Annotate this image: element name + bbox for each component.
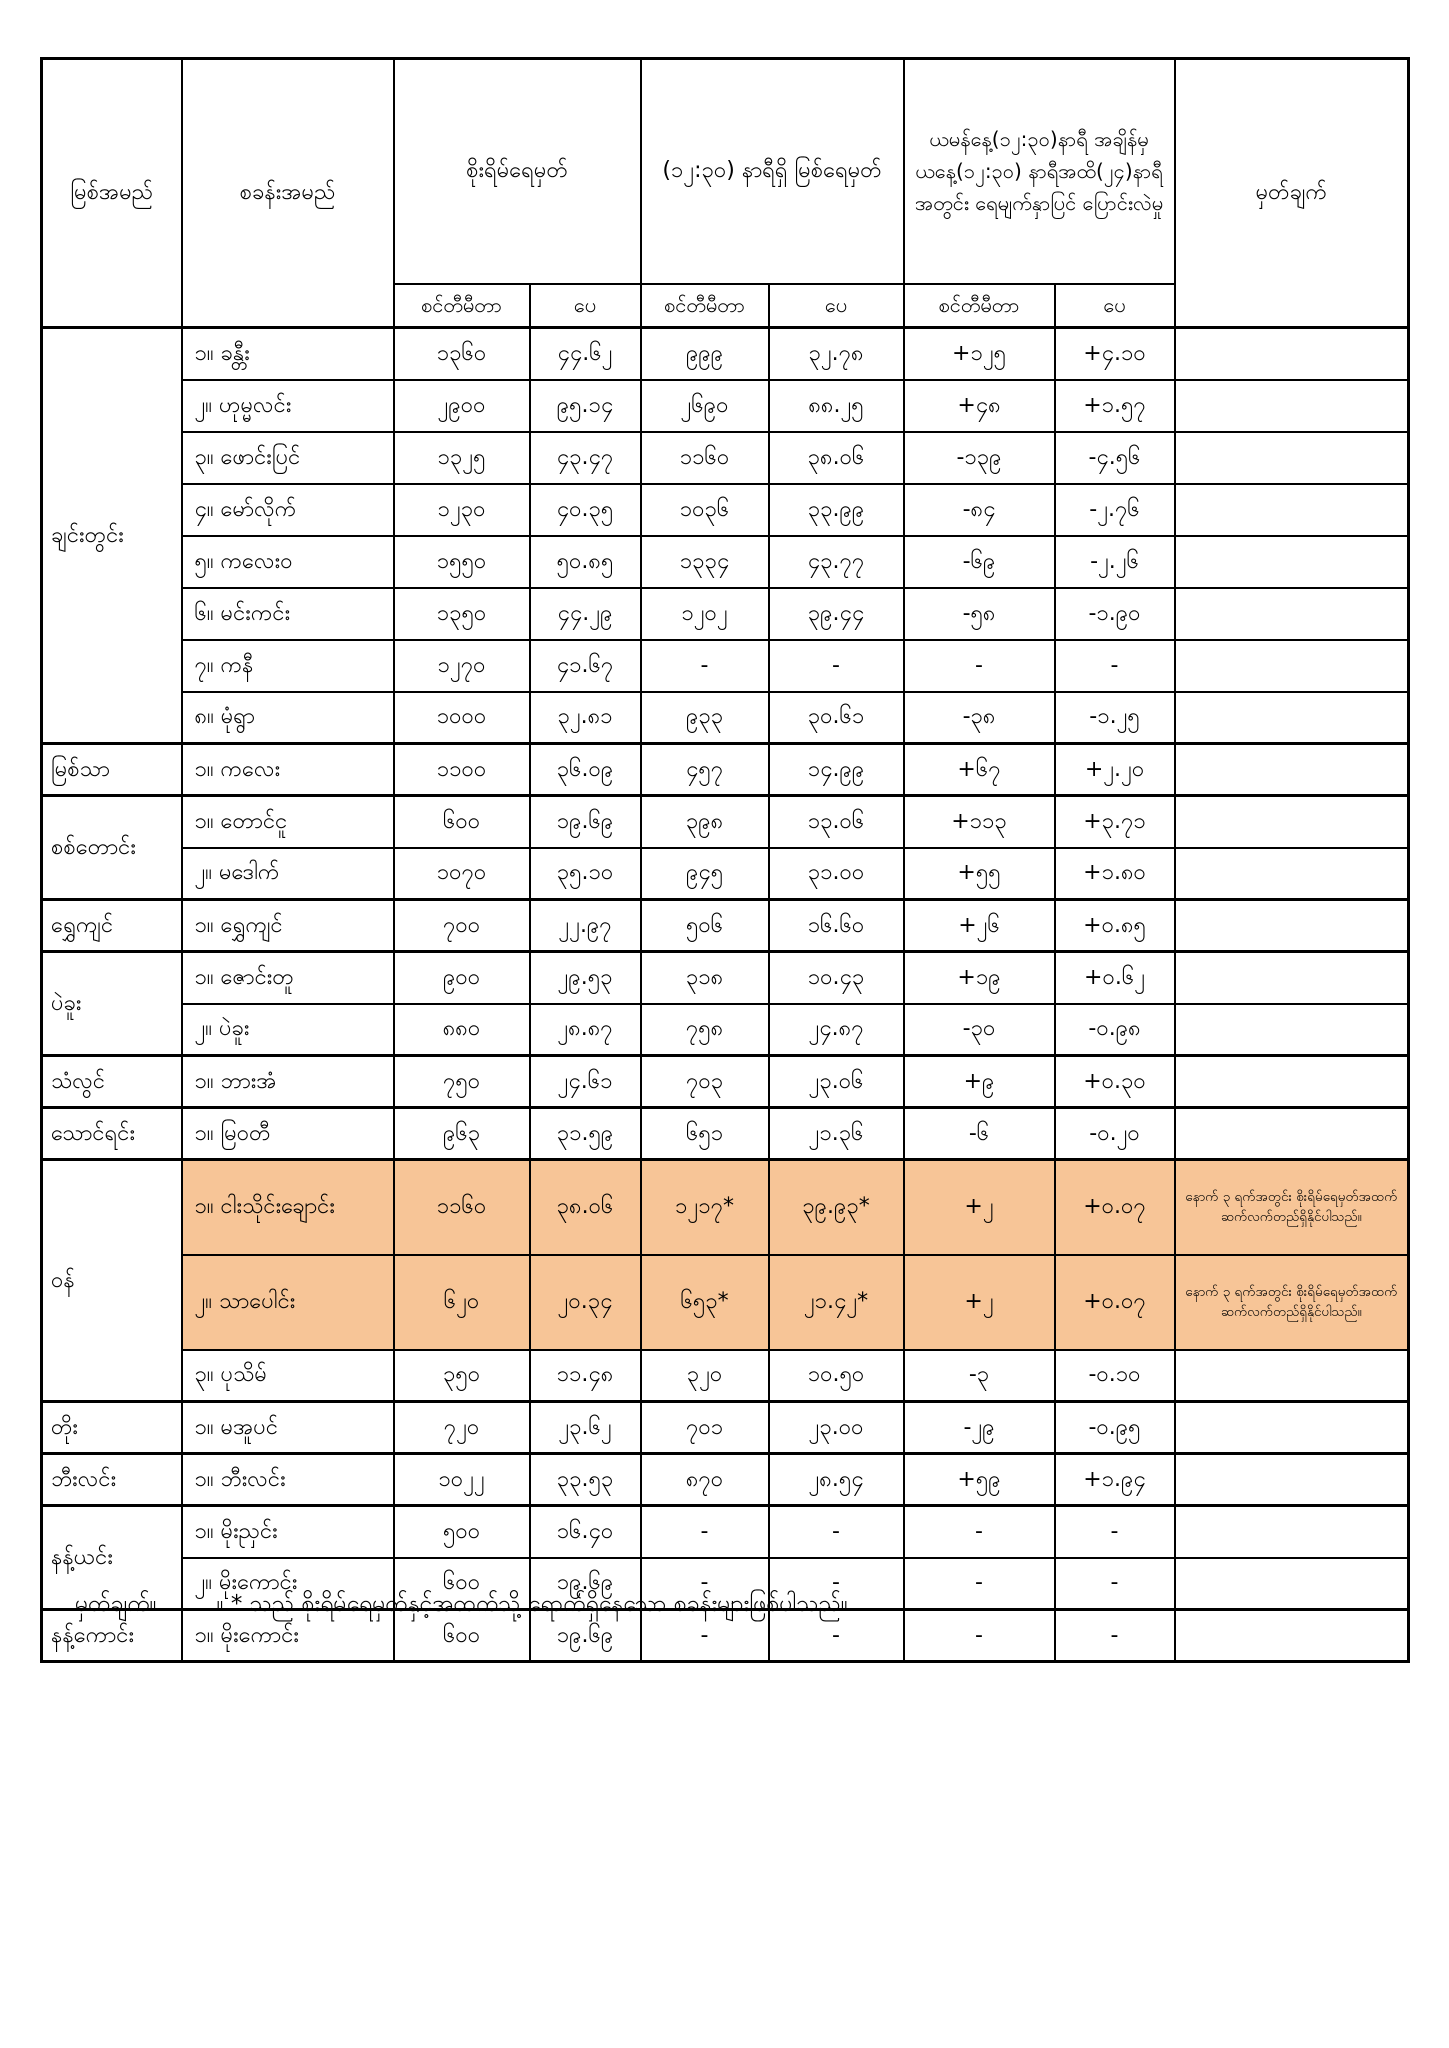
station-name-cell: ၂။ ပဲခူး — [182, 1004, 394, 1056]
danger-cm-cell: ၉၀၀ — [394, 952, 530, 1004]
danger-ft-cell: ၂၈.၈၇ — [530, 1004, 641, 1056]
danger-cm-cell: ၅၀၀ — [394, 1506, 530, 1558]
change-ft-cell: +၀.၈၅ — [1055, 900, 1175, 952]
remark-cell — [1175, 1454, 1409, 1506]
header-danger-ft: ပေ — [530, 284, 641, 328]
danger-cm-cell: ၁၃၅၀ — [394, 588, 530, 640]
current-ft-cell: ၂၁.၃၆ — [769, 1108, 904, 1160]
danger-ft-cell: ၂၄.၆၁ — [530, 1056, 641, 1108]
current-ft-cell: ၈၈.၂၅ — [769, 380, 904, 432]
station-name-cell: ၁။ မိုးညှင်း — [182, 1506, 394, 1558]
danger-cm-cell: ၉၆၃ — [394, 1108, 530, 1160]
change-ft-cell: -၀.၁၀ — [1055, 1350, 1175, 1402]
remark-cell — [1175, 848, 1409, 900]
river-level-table-wrap — [40, 57, 1410, 1663]
current-ft-cell: - — [769, 640, 904, 692]
current-ft-cell: ၃၂.၇၈ — [769, 328, 904, 380]
danger-ft-cell: ၂၂.၉၇ — [530, 900, 641, 952]
current-ft-cell: ၃၁.၀၀ — [769, 848, 904, 900]
change-cm-cell: - — [904, 1610, 1055, 1662]
change-ft-cell: -၁.၉၀ — [1055, 588, 1175, 640]
change-ft-cell: +၄.၁၀ — [1055, 328, 1175, 380]
table-row — [42, 900, 1409, 952]
table-row — [42, 1108, 1409, 1160]
current-ft-cell: ၃၉.၉၃* — [769, 1160, 904, 1255]
remark-cell — [1175, 1056, 1409, 1108]
change-ft-cell: -၀.၉၈ — [1055, 1004, 1175, 1056]
current-cm-cell: ၉၃၃ — [641, 692, 769, 744]
current-cm-cell: ၈၇၀ — [641, 1454, 769, 1506]
danger-ft-cell: ၁၆.၄၀ — [530, 1506, 641, 1558]
danger-cm-cell: ၈၈၀ — [394, 1004, 530, 1056]
change-ft-cell: - — [1055, 640, 1175, 692]
change-ft-cell: -၁.၂၅ — [1055, 692, 1175, 744]
danger-cm-cell: ၁၂၃၀ — [394, 484, 530, 536]
remark-cell — [1175, 692, 1409, 744]
current-cm-cell: - — [641, 1610, 769, 1662]
remark-cell — [1175, 1506, 1409, 1558]
station-name-cell: ၂။ ဟုမ္မလင်း — [182, 380, 394, 432]
remark-cell: နောက် ၃ ရက်အတွင်း စိုးရိမ်ရေမှတ်အထက် ဆက်လက်တည်ရှိနိုင်ပါသည်။ — [1175, 1255, 1409, 1350]
station-name-cell: ၆။ မင်းကင်း — [182, 588, 394, 640]
danger-cm-cell: ၁၀၀၀ — [394, 692, 530, 744]
header-current-cm: စင်တီမီတာ — [641, 284, 769, 328]
change-cm-cell: -၅၈ — [904, 588, 1055, 640]
danger-cm-cell: ၁၀၇၀ — [394, 848, 530, 900]
change-cm-cell: -၂၉ — [904, 1402, 1055, 1454]
station-name-cell: ၁။ ခန္တီး — [182, 328, 394, 380]
danger-ft-cell: ၂၃.၆၂ — [530, 1402, 641, 1454]
current-cm-cell: ၃၉၈ — [641, 796, 769, 848]
change-cm-cell: - — [904, 1506, 1055, 1558]
table-row — [42, 328, 1409, 380]
current-cm-cell: ၁၀၃၆ — [641, 484, 769, 536]
station-name-cell: ၁။ ဘားအံ — [182, 1056, 394, 1108]
current-ft-cell: - — [769, 1558, 904, 1610]
header-remark: မှတ်ချက် — [1175, 59, 1409, 328]
current-cm-cell: ၇၅၈ — [641, 1004, 769, 1056]
river-table-body — [42, 328, 1409, 1662]
danger-ft-cell: ၄၁.၆၇ — [530, 640, 641, 692]
danger-cm-cell: ၆၀၀ — [394, 1610, 530, 1662]
change-ft-cell: +၂.၂၀ — [1055, 744, 1175, 796]
change-cm-cell: -၈၄ — [904, 484, 1055, 536]
current-ft-cell: ၂၈.၅၄ — [769, 1454, 904, 1506]
change-ft-cell: -၄.၅၆ — [1055, 432, 1175, 484]
danger-ft-cell: ၄၄.၆၂ — [530, 328, 641, 380]
current-ft-cell: ၁၀.၄၃ — [769, 952, 904, 1004]
station-name-cell: ၃။ ပုသိမ် — [182, 1350, 394, 1402]
danger-cm-cell: ၆၀၀ — [394, 1558, 530, 1610]
current-ft-cell: - — [769, 1506, 904, 1558]
danger-cm-cell: ၁၃၂၅ — [394, 432, 530, 484]
change-cm-cell: -၁၃၉ — [904, 432, 1055, 484]
current-cm-cell: ၉၄၅ — [641, 848, 769, 900]
change-cm-cell: +၁၉ — [904, 952, 1055, 1004]
table-row — [42, 848, 1409, 900]
change-ft-cell: - — [1055, 1558, 1175, 1610]
current-cm-cell: ၄၅၇ — [641, 744, 769, 796]
danger-cm-cell: ၆၂၀ — [394, 1255, 530, 1350]
change-cm-cell: +၂၆ — [904, 900, 1055, 952]
current-ft-cell: ၄၃.၇၇ — [769, 536, 904, 588]
danger-cm-cell: ၁၅၅၀ — [394, 536, 530, 588]
change-cm-cell: - — [904, 640, 1055, 692]
station-name-cell: ၁။ မိုးကောင်း — [182, 1610, 394, 1662]
station-name-cell: ၇။ ကနီ — [182, 640, 394, 692]
change-ft-cell: -၀.၉၅ — [1055, 1402, 1175, 1454]
station-name-cell: ၁။ ဘီးလင်း — [182, 1454, 394, 1506]
station-name-cell: ၂။ သာပေါင်း — [182, 1255, 394, 1350]
danger-ft-cell: ၄၀.၃၅ — [530, 484, 641, 536]
change-ft-cell: -၂.၂၆ — [1055, 536, 1175, 588]
table-row — [42, 1056, 1409, 1108]
station-name-cell: ၈။ မုံရွာ — [182, 692, 394, 744]
river-name-cell: မြစ်သာ — [42, 744, 182, 796]
table-row — [42, 1004, 1409, 1056]
station-name-cell: ၁။ ရွှေကျင် — [182, 900, 394, 952]
danger-ft-cell: ၃၅.၁၀ — [530, 848, 641, 900]
current-ft-cell: ၂၄.၈၇ — [769, 1004, 904, 1056]
change-cm-cell: -၃၈ — [904, 692, 1055, 744]
change-ft-cell: +၁.၈၀ — [1055, 848, 1175, 900]
table-row — [42, 952, 1409, 1004]
river-name-cell: ချင်းတွင်း — [42, 328, 182, 744]
current-cm-cell: ၉၉၉ — [641, 328, 769, 380]
change-ft-cell: -၂.၇၆ — [1055, 484, 1175, 536]
current-cm-cell: - — [641, 1558, 769, 1610]
danger-cm-cell: ၇၂၀ — [394, 1402, 530, 1454]
change-cm-cell: +၁၁၃ — [904, 796, 1055, 848]
footnote-label: မှတ်ချက်။ — [75, 1591, 157, 1617]
station-name-cell: ၄။ မော်လိုက် — [182, 484, 394, 536]
current-cm-cell: - — [641, 1506, 769, 1558]
danger-ft-cell: ၁၉.၆၉ — [530, 796, 641, 848]
change-ft-cell: +၀.၀၇ — [1055, 1160, 1175, 1255]
danger-ft-cell: ၃၂.၈၁ — [530, 692, 641, 744]
change-cm-cell: -၃၀ — [904, 1004, 1055, 1056]
river-name-cell: တိုး — [42, 1402, 182, 1454]
station-name-cell: ၁။ တောင်ငူ — [182, 796, 394, 848]
remark-cell — [1175, 536, 1409, 588]
change-ft-cell: +၁.၅၇ — [1055, 380, 1175, 432]
danger-ft-cell: ၃၁.၅၉ — [530, 1108, 641, 1160]
change-cm-cell: +၅၅ — [904, 848, 1055, 900]
change-cm-cell: -၆ — [904, 1108, 1055, 1160]
current-cm-cell: ၇၀၃ — [641, 1056, 769, 1108]
danger-cm-cell: ၇၀၀ — [394, 900, 530, 952]
change-ft-cell: +၃.၇၁ — [1055, 796, 1175, 848]
table-row — [42, 1454, 1409, 1506]
danger-cm-cell: ၂၉၀၀ — [394, 380, 530, 432]
current-ft-cell: ၃၀.၆၁ — [769, 692, 904, 744]
remark-cell — [1175, 1004, 1409, 1056]
current-ft-cell: ၃၉.၄၄ — [769, 588, 904, 640]
header-station: စခန်းအမည် — [182, 59, 394, 328]
table-row — [42, 484, 1409, 536]
remark-cell — [1175, 1350, 1409, 1402]
danger-cm-cell: ၁၁၀၀ — [394, 744, 530, 796]
remark-cell — [1175, 1558, 1409, 1610]
current-ft-cell: ၂၃.၀၆ — [769, 1056, 904, 1108]
header-river: မြစ်အမည် — [42, 59, 182, 328]
table-row — [42, 588, 1409, 640]
remark-cell — [1175, 1610, 1409, 1662]
header-change-24h: ယမန်နေ့(၁၂:၃၀)နာရီ အချိန်မှ ယနေ့(၁၂:၃၀) နာရီအထိ(၂၄)နာရီအတွင်း ရေမျက်နှာပြင် ပြောင်းလဲမှု — [904, 59, 1175, 284]
danger-ft-cell: ၄၄.၂၉ — [530, 588, 641, 640]
danger-ft-cell: ၂၉.၅၃ — [530, 952, 641, 1004]
remark-cell — [1175, 380, 1409, 432]
table-row — [42, 1160, 1409, 1255]
table-row — [42, 380, 1409, 432]
remark-cell — [1175, 588, 1409, 640]
table-row — [42, 1255, 1409, 1350]
current-ft-cell: ၃၈.၀၆ — [769, 432, 904, 484]
current-ft-cell: ၁၃.၀၆ — [769, 796, 904, 848]
table-row — [42, 1402, 1409, 1454]
change-cm-cell: +၂ — [904, 1160, 1055, 1255]
danger-ft-cell: ၁၁.၄၈ — [530, 1350, 641, 1402]
table-row — [42, 432, 1409, 484]
change-cm-cell: - — [904, 1558, 1055, 1610]
river-name-cell: နန့်ယင်း — [42, 1506, 182, 1610]
header-current-ft: ပေ — [769, 284, 904, 328]
table-row — [42, 744, 1409, 796]
header-danger-level: စိုးရိမ်ရေမှတ် — [394, 59, 641, 284]
change-cm-cell: +၉ — [904, 1056, 1055, 1108]
current-cm-cell: ၃၁၈ — [641, 952, 769, 1004]
danger-cm-cell: ၁၀၂၂ — [394, 1454, 530, 1506]
current-ft-cell: ၂၃.၀၀ — [769, 1402, 904, 1454]
river-name-cell: ပဲခူး — [42, 952, 182, 1056]
footnote-text: ။ * သည် စိုးရိမ်ရေမှတ်နှင့်အထက်သို့ ရောက်ရှိနေသော စခန်းများဖြစ်ပါသည်။ — [216, 1591, 848, 1617]
current-cm-cell: ၃၂၀ — [641, 1350, 769, 1402]
table-row — [42, 692, 1409, 744]
danger-cm-cell: ၆၀၀ — [394, 796, 530, 848]
header-row-main — [42, 59, 1409, 284]
danger-cm-cell: ၁၂၇၀ — [394, 640, 530, 692]
current-cm-cell: ၅၀၆ — [641, 900, 769, 952]
current-cm-cell: ၆၅၁ — [641, 1108, 769, 1160]
danger-ft-cell: ၃၃.၅၃ — [530, 1454, 641, 1506]
danger-ft-cell: ၂၀.၃၄ — [530, 1255, 641, 1350]
station-name-cell: ၂။ မဒေါက် — [182, 848, 394, 900]
current-ft-cell: ၂၁.၄၂* — [769, 1255, 904, 1350]
current-ft-cell: ၁၆.၆၀ — [769, 900, 904, 952]
river-name-cell: ဘီးလင်း — [42, 1454, 182, 1506]
remark-cell — [1175, 328, 1409, 380]
remark-cell — [1175, 640, 1409, 692]
remark-cell — [1175, 744, 1409, 796]
danger-ft-cell: ၅၀.၈၅ — [530, 536, 641, 588]
change-cm-cell: +၄၈ — [904, 380, 1055, 432]
remark-cell — [1175, 1402, 1409, 1454]
remark-cell — [1175, 1108, 1409, 1160]
river-name-cell: ရွှေကျင် — [42, 900, 182, 952]
current-cm-cell: ၇၀၁ — [641, 1402, 769, 1454]
river-name-cell: သံလွင် — [42, 1056, 182, 1108]
change-ft-cell: +၁.၉၄ — [1055, 1454, 1175, 1506]
station-name-cell: ၅။ ကလေးဝ — [182, 536, 394, 588]
danger-cm-cell: ၇၅၀ — [394, 1056, 530, 1108]
remark-cell: နောက် ၃ ရက်အတွင်း စိုးရိမ်ရေမှတ်အထက် ဆက်လက်တည်ရှိနိုင်ပါသည်။ — [1175, 1160, 1409, 1255]
change-cm-cell: +၅၉ — [904, 1454, 1055, 1506]
table-row — [42, 536, 1409, 588]
change-ft-cell: +၀.၃၀ — [1055, 1056, 1175, 1108]
change-cm-cell: -၆၉ — [904, 536, 1055, 588]
danger-cm-cell: ၁၁၆၀ — [394, 1160, 530, 1255]
current-cm-cell: ၁၂၀၂ — [641, 588, 769, 640]
current-cm-cell: ၂၆၉၀ — [641, 380, 769, 432]
current-cm-cell: - — [641, 640, 769, 692]
station-name-cell: ၁။ ကလေး — [182, 744, 394, 796]
current-ft-cell: - — [769, 1610, 904, 1662]
station-name-cell: ၁။ ဇောင်းတူ — [182, 952, 394, 1004]
change-cm-cell: +၁၂၅ — [904, 328, 1055, 380]
header-change-ft: ပေ — [1055, 284, 1175, 328]
danger-ft-cell: ၁၉.၆၉ — [530, 1610, 641, 1662]
footnote — [75, 1589, 848, 1623]
table-row — [42, 1506, 1409, 1558]
station-name-cell: ၁။ ငါးသိုင်းချောင်း — [182, 1160, 394, 1255]
current-ft-cell: ၁၄.၉၉ — [769, 744, 904, 796]
change-cm-cell: -၃ — [904, 1350, 1055, 1402]
danger-cm-cell: ၁၃၆၀ — [394, 328, 530, 380]
river-name-cell: နန့်ကောင်း — [42, 1610, 182, 1662]
current-cm-cell: ၁၁၆၀ — [641, 432, 769, 484]
station-name-cell: ၃။ ဖောင်းပြင် — [182, 432, 394, 484]
table-row — [42, 640, 1409, 692]
current-ft-cell: ၃၃.၉၉ — [769, 484, 904, 536]
station-name-cell: ၂။ မိုးကောင်း — [182, 1558, 394, 1610]
header-change-cm: စင်တီမီတာ — [904, 284, 1055, 328]
change-ft-cell: - — [1055, 1610, 1175, 1662]
remark-cell — [1175, 900, 1409, 952]
header-current-level: (၁၂:၃၀) နာရီရှိ မြစ်ရေမှတ် — [641, 59, 904, 284]
current-cm-cell: ၁၂၁၇* — [641, 1160, 769, 1255]
current-cm-cell: ၁၃၃၄ — [641, 536, 769, 588]
header-danger-cm: စင်တီမီတာ — [394, 284, 530, 328]
danger-cm-cell: ၃၅၀ — [394, 1350, 530, 1402]
river-name-cell: ဝန် — [42, 1160, 182, 1402]
table-row — [42, 796, 1409, 848]
station-name-cell: ၁။ မြဝတီ — [182, 1108, 394, 1160]
danger-ft-cell: ၃၈.၀၆ — [530, 1160, 641, 1255]
remark-cell — [1175, 952, 1409, 1004]
change-ft-cell: +၀.၆၂ — [1055, 952, 1175, 1004]
change-cm-cell: +၆၇ — [904, 744, 1055, 796]
danger-ft-cell: ၃၆.၀၉ — [530, 744, 641, 796]
danger-ft-cell: ၁၉.၆၉ — [530, 1558, 641, 1610]
table-header — [42, 59, 1409, 328]
river-level-table — [40, 57, 1410, 1663]
danger-ft-cell: ၉၅.၁၄ — [530, 380, 641, 432]
change-ft-cell: +၀.၀၇ — [1055, 1255, 1175, 1350]
river-name-cell: စစ်တောင်း — [42, 796, 182, 900]
change-ft-cell: - — [1055, 1506, 1175, 1558]
current-cm-cell: ၆၅၃* — [641, 1255, 769, 1350]
table-row — [42, 1350, 1409, 1402]
change-cm-cell: +၂ — [904, 1255, 1055, 1350]
danger-ft-cell: ၄၃.၄၇ — [530, 432, 641, 484]
remark-cell — [1175, 484, 1409, 536]
current-ft-cell: ၁၀.၅၀ — [769, 1350, 904, 1402]
station-name-cell: ၁။ မအူပင် — [182, 1402, 394, 1454]
remark-cell — [1175, 796, 1409, 848]
remark-cell — [1175, 432, 1409, 484]
change-ft-cell: -၀.၂၀ — [1055, 1108, 1175, 1160]
river-name-cell: သောင်ရင်း — [42, 1108, 182, 1160]
